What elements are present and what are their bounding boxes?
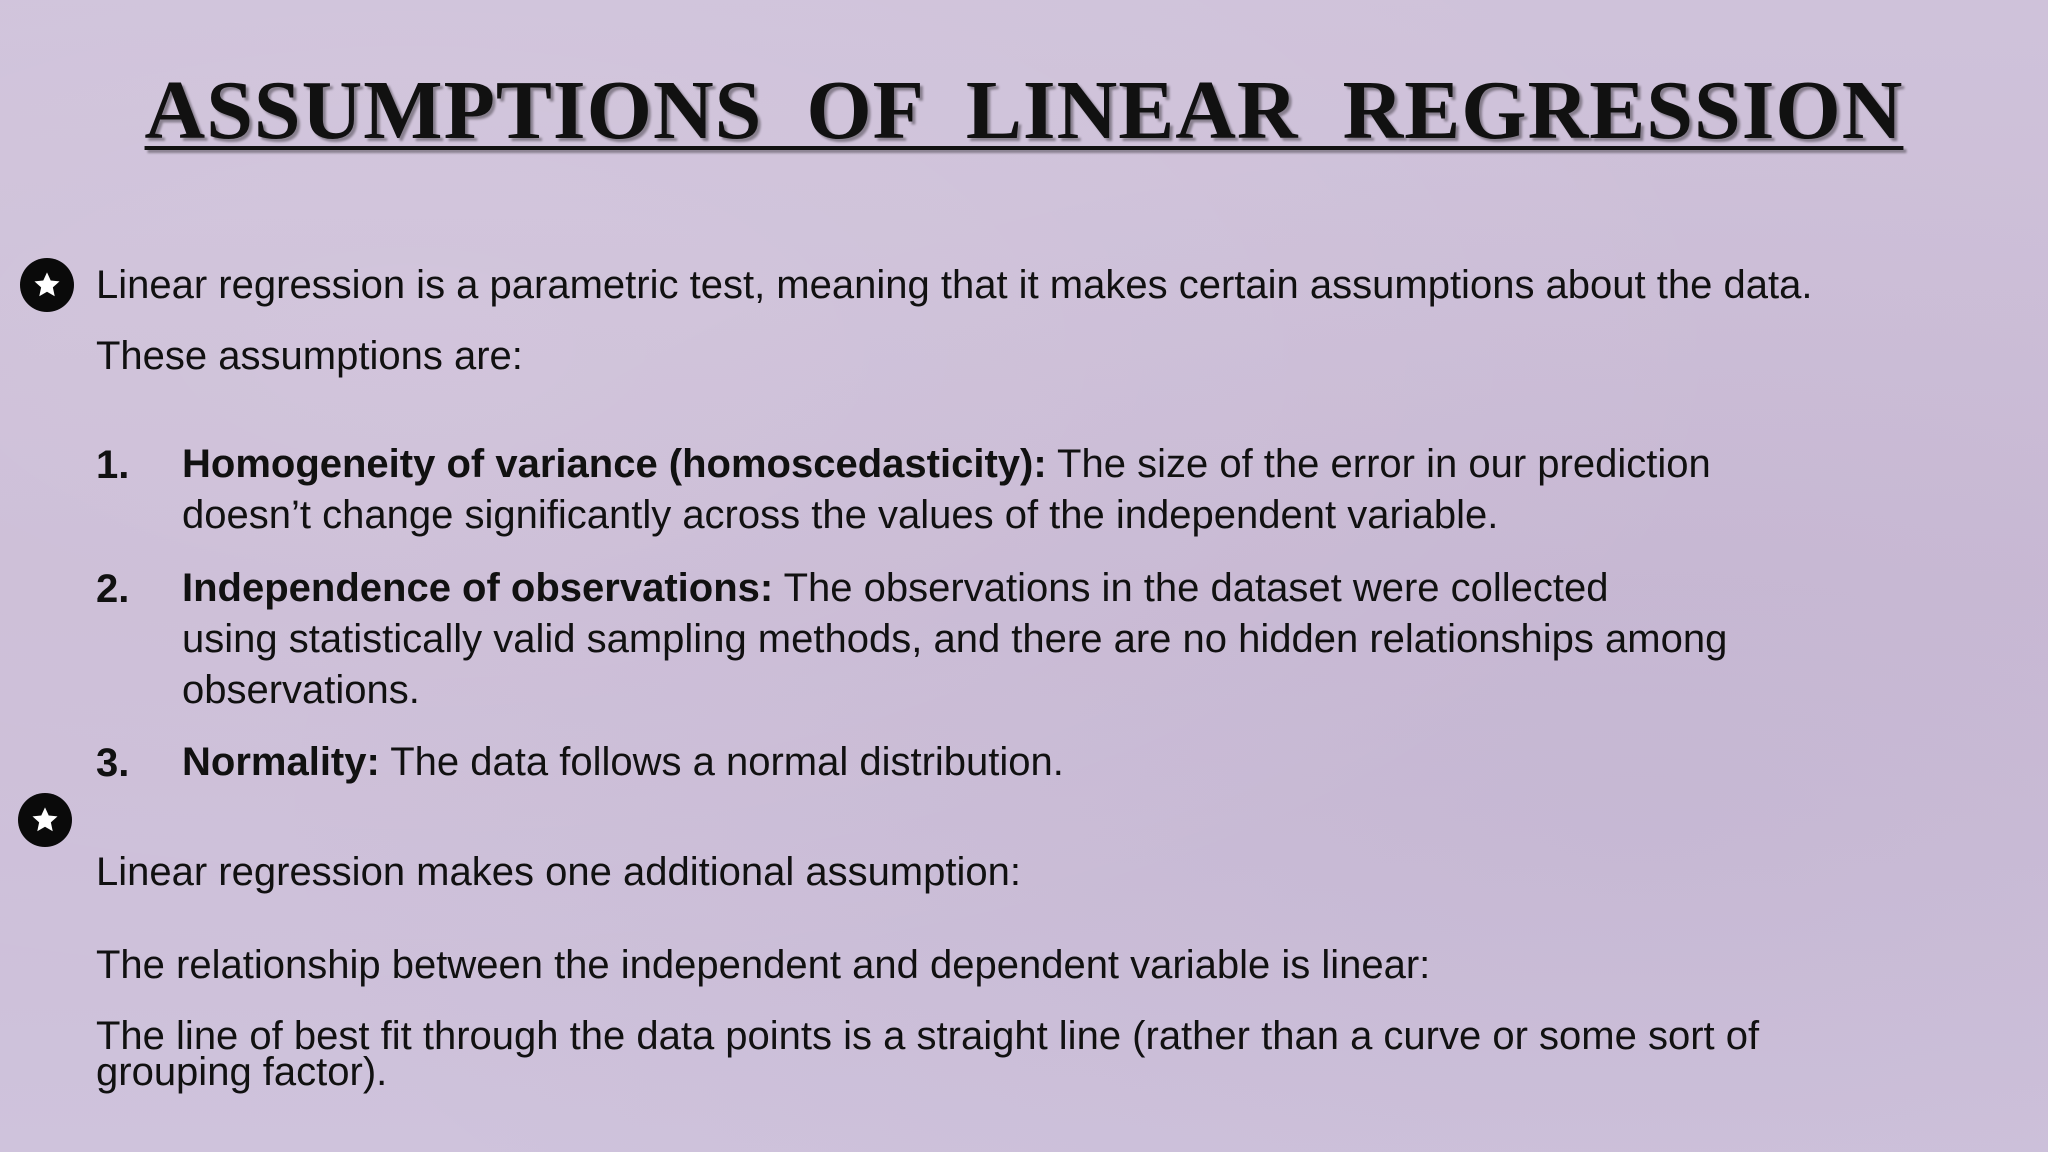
assumption-1-line-2: doesn’t change significantly across the values of the independent variable. xyxy=(182,493,1499,537)
assumption-2-text: The observations in the dataset were collected xyxy=(773,566,1609,610)
assumption-2-line-2: using statistically valid sampling methods, and there are no hidden relationships among xyxy=(182,617,1728,661)
star-circle-icon xyxy=(18,793,72,847)
intro-line-1: Linear regression is a parametric test, meaning that it makes certain assumptions about the data. xyxy=(96,263,1813,307)
assumption-3-number: 3. xyxy=(96,741,130,785)
assumption-3-line-1 xyxy=(182,737,1902,788)
assumption-1-number: 1. xyxy=(96,443,130,487)
assumption-1 xyxy=(182,439,1902,541)
additional-intro: Linear regression makes one additional assumption: xyxy=(96,850,1021,894)
assumption-1-text: The size of the error in our prediction xyxy=(1046,442,1711,486)
assumption-1-line-1 xyxy=(182,439,1902,490)
assumption-2 xyxy=(182,563,1902,716)
additional-detail-line-1: The line of best fit through the data points is a straight line (rather than a curve or some sort of xyxy=(96,1014,1760,1058)
additional-detail-line-2: grouping factor). xyxy=(96,1050,388,1094)
assumption-3-text: The data follows a normal distribution. xyxy=(379,740,1064,784)
assumption-2-number: 2. xyxy=(96,567,130,611)
assumption-1-term: Homogeneity of variance (homoscedasticity): xyxy=(182,442,1047,486)
assumption-3 xyxy=(182,737,1902,788)
intro-line-2: These assumptions are: xyxy=(96,334,523,378)
slide-title: ASSUMPTIONS OF LINEAR REGRESSION xyxy=(144,64,1904,157)
assumption-2-term: Independence of observations: xyxy=(182,566,774,610)
additional-statement: The relationship between the independent and dependent variable is linear: xyxy=(96,943,1431,987)
assumption-2-line-1 xyxy=(182,563,1902,614)
star-circle-icon xyxy=(20,258,74,312)
additional-detail xyxy=(96,1014,1760,1094)
assumption-2-line-3: observations. xyxy=(182,668,420,712)
assumption-3-term: Normality: xyxy=(182,740,380,784)
